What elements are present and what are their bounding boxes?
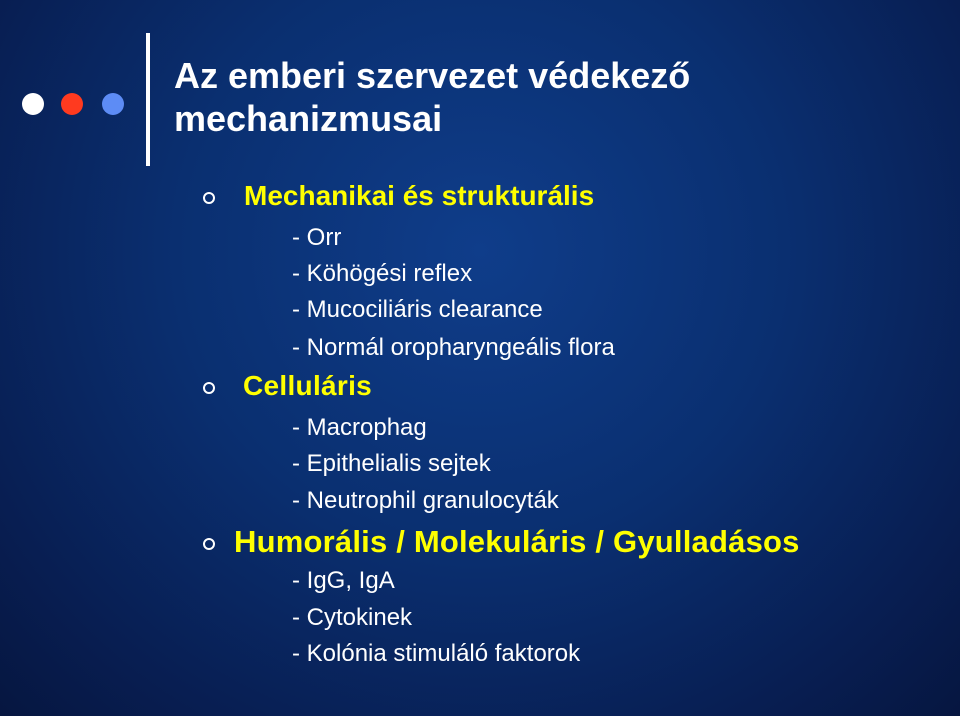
slide-title-line-1: Az emberi szervezet védekező [174, 55, 691, 96]
section-heading-humoral: Humorális / Molekuláris / Gyulladásos [234, 524, 800, 559]
list-item: - Neutrophil granulocyták [292, 487, 559, 514]
circle-bullet-icon [203, 382, 215, 394]
blue-dot-decoration [102, 93, 124, 115]
circle-bullet-icon [203, 538, 215, 550]
list-item: - Cytokinek [292, 604, 413, 631]
list-item: - Macrophag [292, 414, 427, 441]
slide-title [174, 54, 690, 140]
list-item: - Mucociliáris clearance [292, 296, 543, 323]
list-item: - IgG, IgA [292, 567, 395, 594]
white-dot-decoration [22, 93, 44, 115]
section-heading-mechanical: Mechanikai és strukturális [244, 180, 595, 211]
list-item: - Epithelialis sejtek [292, 450, 491, 477]
red-dot-decoration [61, 93, 83, 115]
list-item: - Normál oropharyngeális flora [292, 334, 615, 361]
list-item: - Köhögési reflex [292, 260, 473, 287]
circle-bullet-icon [203, 192, 215, 204]
title-divider-bar [146, 33, 150, 166]
section-heading-cellular: Celluláris [243, 370, 373, 401]
slide-title-line-2: mechanizmusai [174, 98, 443, 139]
list-item: - Orr [292, 224, 342, 251]
list-item: - Kolónia stimuláló faktorok [292, 640, 581, 667]
